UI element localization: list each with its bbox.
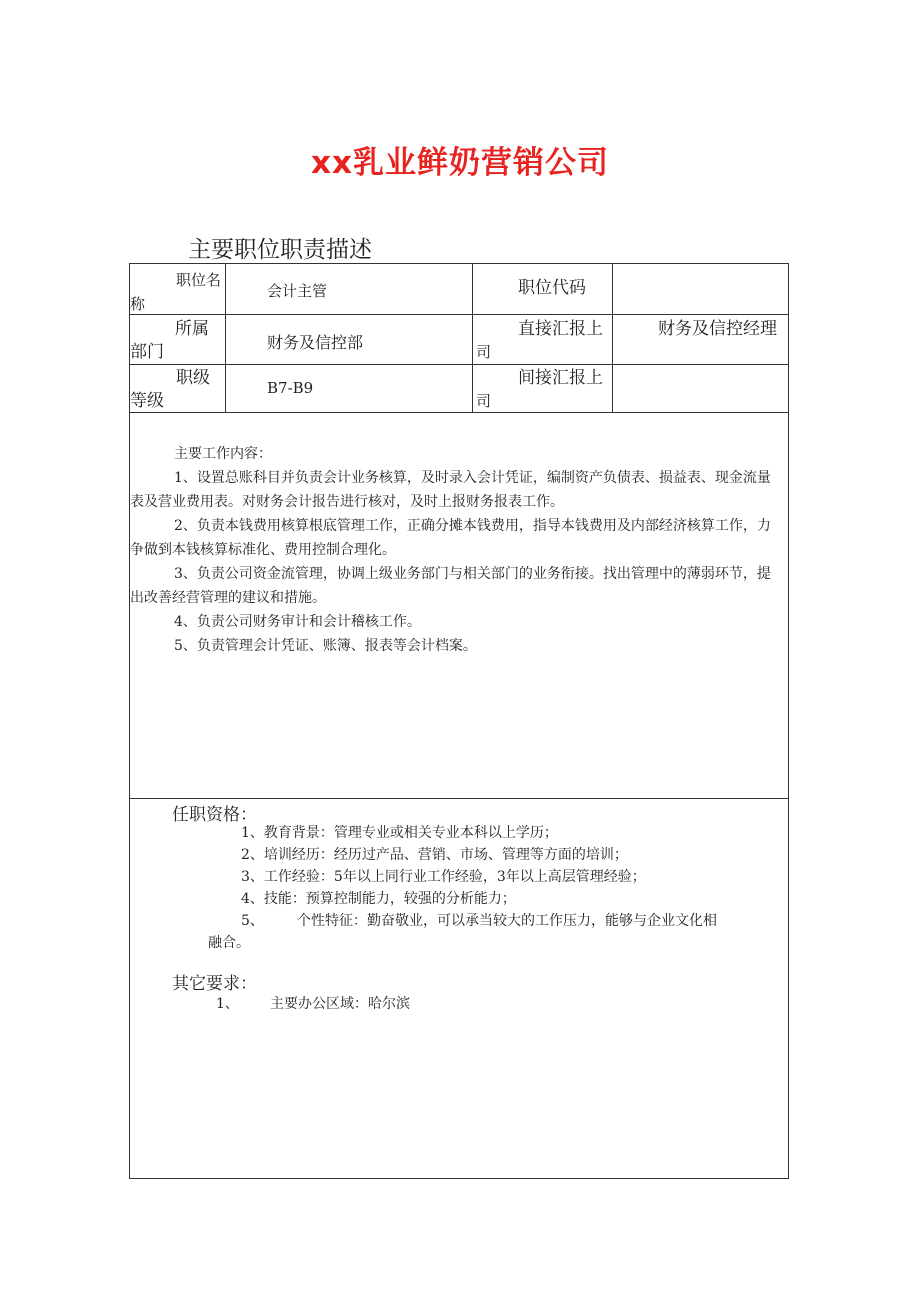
position-code-label: 职位代码 bbox=[518, 278, 586, 298]
duty-item: 3、负责公司资金流管理，协调上级业务部门与相关部门的业务衔接。找出管理中的薄弱环节，提出改善经营管理的建议和措施。 bbox=[130, 566, 771, 606]
position-name-value: 会计主管 bbox=[267, 282, 328, 300]
grade-value: B7-B9 bbox=[267, 379, 314, 397]
duty-item: 2、负责本钱费用核算根底管理工作，正确分摊本钱费用，指导本钱费用及内部经济核算工作，力争做到本钱核算标准化、费用控制合理化。 bbox=[130, 518, 771, 558]
grade-label-cont: 等级 bbox=[130, 391, 164, 411]
other-requirements-heading: 其它要求： bbox=[172, 974, 257, 994]
direct-report-label: 直接汇报上 bbox=[518, 319, 603, 339]
position-name-label-cont: 称 bbox=[130, 295, 146, 313]
row-divider bbox=[130, 314, 788, 315]
other-item-number: 1、 bbox=[216, 996, 239, 1012]
job-description-form bbox=[129, 263, 789, 1179]
indirect-report-label-cont: 司 bbox=[476, 392, 492, 410]
position-name-label: 职位名 bbox=[176, 271, 222, 289]
department-label-cont: 部门 bbox=[130, 342, 164, 362]
column-divider bbox=[225, 264, 226, 412]
column-divider bbox=[472, 264, 473, 412]
direct-report-value: 财务及信控经理 bbox=[658, 319, 777, 339]
document-title: 主要职位职责描述 bbox=[188, 237, 372, 263]
grade-label: 职级 bbox=[176, 368, 210, 388]
duty-item: 4、负责公司财务审计和会计稽核工作。 bbox=[174, 614, 421, 630]
department-label: 所属 bbox=[175, 319, 209, 339]
duty-item: 5、负责管理会计凭证、账簿、报表等会计档案。 bbox=[174, 638, 477, 654]
qualification-item: 3、工作经验：5年以上同行业工作经验，3年以上高层管理经验； bbox=[241, 869, 646, 885]
direct-report-label-cont: 司 bbox=[476, 343, 492, 361]
qualification-item: 1、教育背景：管理专业或相关专业本科以上学历； bbox=[241, 825, 558, 841]
company-title: xx乳业鲜奶营销公司 bbox=[311, 145, 609, 181]
row-divider bbox=[130, 412, 788, 413]
indirect-report-label: 间接汇报上 bbox=[518, 368, 603, 388]
column-divider bbox=[612, 264, 613, 412]
qualification-item-cont: 融合。 bbox=[208, 935, 250, 951]
department-value: 财务及信控部 bbox=[267, 333, 364, 352]
duty-item: 1、设置总账科目并负责会计业务核算，及时录入会计凭证，编制资产负债表、损益表、现金流量表及营业费用表。对财务会计报告进行核对，及时上报财务报表工作。 bbox=[130, 470, 771, 510]
other-item: 主要办公区域：哈尔滨 bbox=[270, 996, 410, 1012]
duties-heading: 主要工作内容： bbox=[174, 446, 272, 462]
section-divider bbox=[130, 798, 788, 799]
qualification-item-number: 5、 bbox=[241, 913, 264, 929]
qualification-item: 个性特征：勤奋敬业，可以承当较大的工作压力，能够与企业文化相 bbox=[297, 913, 717, 929]
row-divider bbox=[130, 364, 788, 365]
qualifications-heading: 任职资格： bbox=[172, 805, 257, 825]
qualification-item: 2、培训经历：经历过产品、营销、市场、管理等方面的培训； bbox=[241, 847, 628, 863]
qualification-item: 4、技能：预算控制能力，较强的分析能力； bbox=[241, 891, 516, 907]
